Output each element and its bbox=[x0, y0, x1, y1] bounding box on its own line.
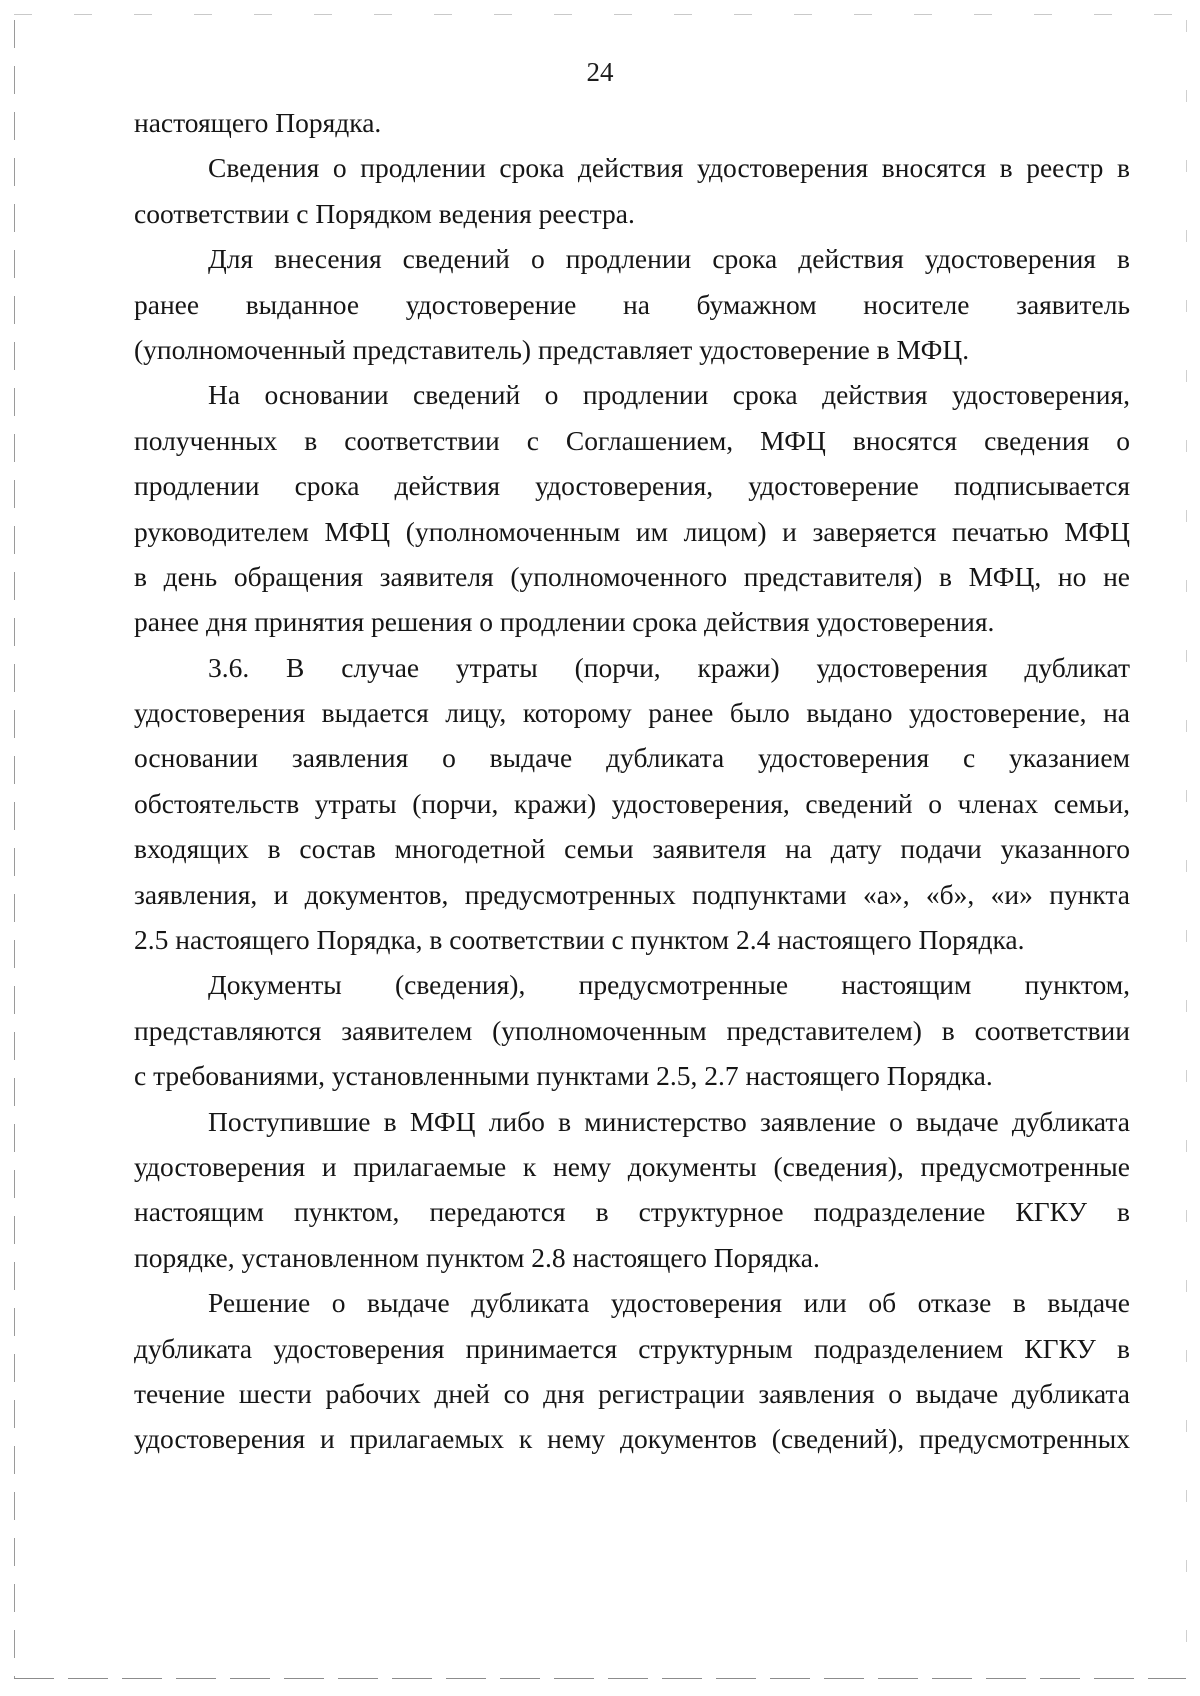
text-line: руководителем МФЦ (уполномоченным им лицом) и заверяется печатью МФЦ bbox=[134, 515, 1130, 547]
text-line: порядке, установленном пунктом 2.8 настоящего Порядка. bbox=[134, 1241, 820, 1273]
text-line: ранее выданное удостоверение на бумажном носителе заявитель bbox=[134, 288, 1130, 320]
document-body bbox=[134, 100, 1130, 1462]
text-line: течение шести рабочих дней со дня регистрации заявления о выдаче дубликата bbox=[134, 1377, 1130, 1409]
text-line: Для внесения сведений о продлении срока действия удостоверения в bbox=[208, 243, 1130, 275]
text-line: удостоверения выдается лицу, которому ранее было выдано удостоверение, на bbox=[134, 697, 1130, 729]
text-line: Решение о выдаче дубликата удостоверения или об отказе в выдаче bbox=[208, 1287, 1130, 1319]
text-line: (уполномоченный представитель) представляет удостоверение в МФЦ. bbox=[134, 333, 970, 365]
text-line: 2.5 настоящего Порядка, в соответствии с пунктом 2.4 настоящего Порядка. bbox=[134, 924, 1025, 956]
text-line: удостоверения и прилагаемые к нему документы (сведения), предусмотренные bbox=[134, 1150, 1130, 1182]
text-line: настоящего Порядка. bbox=[134, 107, 382, 138]
text-line: соответствии с Порядком ведения реестра. bbox=[134, 197, 635, 229]
text-line: в день обращения заявителя (уполномоченного представителя) в МФЦ, но не bbox=[134, 560, 1130, 592]
text-line: Поступившие в МФЦ либо в министерство заявление о выдаче дубликата bbox=[208, 1105, 1130, 1137]
text-line: продлении срока действия удостоверения, удостоверение подписывается bbox=[134, 470, 1130, 502]
text-line: с требованиями, установленными пунктами 2.5, 2.7 настоящего Порядка. bbox=[134, 1060, 993, 1092]
text-line: настоящим пунктом, передаются в структурное подразделение КГКУ в bbox=[134, 1196, 1130, 1228]
text-line: представляются заявителем (уполномоченным представителем) в соответствии bbox=[134, 1014, 1130, 1046]
text-line: полученных в соответствии с Соглашением, МФЦ вносятся сведения о bbox=[134, 424, 1130, 456]
text-line: 3.6. В случае утраты (порчи, кражи) удостоверения дубликат bbox=[208, 651, 1130, 683]
scan-edge-left bbox=[14, 20, 15, 1678]
text-line: удостоверения и прилагаемых к нему документов (сведений), предусмотренных bbox=[134, 1423, 1130, 1455]
scan-edge-top bbox=[14, 14, 1186, 15]
text-line: дубликата удостоверения принимается структурным подразделением КГКУ в bbox=[134, 1332, 1130, 1364]
text-line: основании заявления о выдаче дубликата удостоверения с указанием bbox=[134, 742, 1130, 774]
text-line: ранее дня принятия решения о продлении срока действия удостоверения. bbox=[134, 606, 995, 638]
text-line: заявления, и документов, предусмотренных подпунктами «а», «б», «и» пункта bbox=[134, 878, 1130, 910]
text-line: На основании сведений о продлении срока действия удостоверения, bbox=[208, 379, 1130, 411]
text-line: обстоятельств утраты (порчи, кражи) удостоверения, сведений о членах семьи, bbox=[134, 787, 1130, 819]
scan-edge-bottom bbox=[14, 1678, 1186, 1679]
text-line: Документы (сведения), предусмотренные настоящим пунктом, bbox=[208, 969, 1130, 1001]
text-line: Сведения о продлении срока действия удостоверения вносятся в реестр в bbox=[208, 152, 1130, 184]
page-number: 24 bbox=[586, 57, 614, 87]
text-line: входящих в состав многодетной семьи заявителя на дату подачи указанного bbox=[134, 833, 1130, 865]
scan-edge-right bbox=[1186, 20, 1187, 1678]
